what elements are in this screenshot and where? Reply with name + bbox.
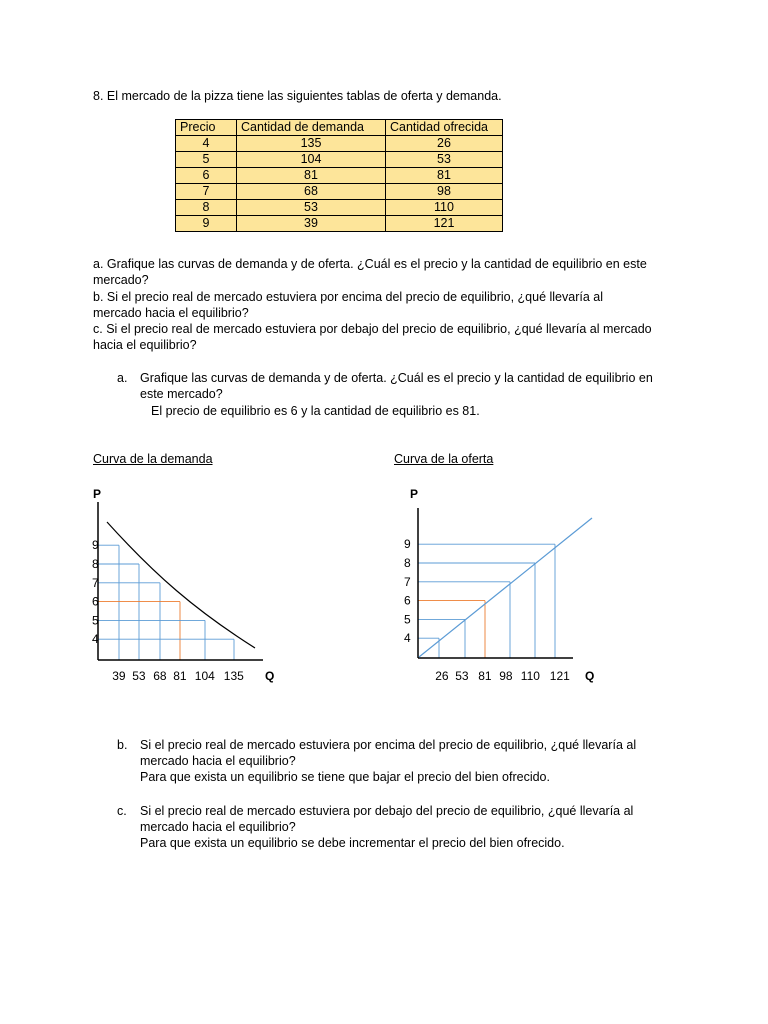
question-a-line-1: a. Grafique las curvas de demanda y de oferta. ¿Cuál es el precio y la cantidad de equilibrio en este [93,257,647,271]
answer-c-marker: c. [117,804,127,818]
question-c-line-1: c. Si el precio real de mercado estuviera por debajo del precio de equilibrio, ¿qué llevaría al mercado [93,322,652,336]
table-header-row [176,120,503,136]
question-b-line-2: mercado hacia el equilibrio? [93,306,249,320]
column-header: Cantidad de demanda [237,120,386,136]
answer-a-response: El precio de equilibrio es 6 y la cantidad de equilibrio es 81. [151,404,480,418]
table-cell: 7 [176,184,237,200]
table-row [176,184,503,200]
demand-x-tick: 68 [153,669,167,683]
supply-y-tick: 7 [404,574,411,589]
question-c-line-2: hacia el equilibrio? [93,338,197,352]
supply-axes [418,508,573,658]
demand-x-axis-label: Q [265,669,275,683]
supply-demand-table [175,119,503,232]
demand-chart [85,480,285,690]
demand-x-tick: 81 [173,669,187,683]
demand-y-tick: 7 [92,575,99,590]
supply-x-tick: 110 [520,669,540,683]
demand-x-tick: 53 [132,669,146,683]
supply-y-tick: 9 [404,537,411,552]
demand-curve [107,522,255,648]
answer-a-marker: a. [117,371,128,385]
table-row [176,136,503,152]
table-cell: 4 [176,136,237,152]
table-row [176,152,503,168]
supply-y-axis-label: P [410,487,419,501]
supply-y-ticks [404,537,411,645]
answer-c-line-2: mercado hacia el equilibrio? [140,820,296,834]
answer-b-response: Para que exista un equilibrio se tiene que bajar el precio del bien ofrecido. [140,770,550,784]
question-b-line-1: b. Si el precio real de mercado estuviera por encima del precio de equilibrio, ¿qué llevaría al [93,290,603,304]
table-cell: 98 [386,184,503,200]
answer-c-response: Para que exista un equilibrio se debe incrementar el precio del bien ofrecido. [140,836,565,850]
supply-y-tick: 5 [404,612,411,627]
supply-x-ticks [435,669,570,683]
table-cell: 104 [237,152,386,168]
table-cell: 6 [176,168,237,184]
supply-x-axis-label: Q [585,669,595,683]
supply-curve [419,518,592,657]
supply-y-tick: 8 [404,556,411,570]
table-cell: 8 [176,200,237,216]
answer-b-marker: b. [117,738,128,752]
demand-y-tick: 9 [92,538,99,553]
table-cell: 81 [237,168,386,184]
table-cell: 81 [386,168,503,184]
supply-x-tick: 26 [435,669,449,683]
column-header: Precio [176,120,237,136]
demand-y-axis-label: P [93,487,102,501]
table-cell: 39 [237,216,386,232]
supply-chart-title: Curva de la oferta [394,452,494,466]
supply-x-tick: 121 [549,669,570,683]
demand-y-tick: 4 [92,632,99,647]
table-cell: 121 [386,216,503,232]
supply-y-tick: 6 [404,593,411,608]
question-a-line-2: mercado? [93,273,149,287]
question-intro: 8. El mercado de la pizza tiene las siguientes tablas de oferta y demanda. [93,89,502,103]
table-cell: 110 [386,200,503,216]
demand-y-tick: 5 [92,613,99,628]
column-header: Cantidad ofrecida [386,120,503,136]
table-row [176,216,503,232]
supply-x-tick: 98 [499,669,513,683]
answer-c-line-1: Si el precio real de mercado estuviera por debajo del precio de equilibrio, ¿qué llevaría al [140,804,634,818]
demand-y-tick: 6 [92,594,99,609]
supply-chart [395,480,605,690]
table-cell: 135 [237,136,386,152]
table-row [176,200,503,216]
table-cell: 5 [176,152,237,168]
table-cell: 9 [176,216,237,232]
table-cell: 26 [386,136,503,152]
supply-x-tick: 53 [455,669,469,683]
demand-guide-lines [98,545,234,660]
answer-b-line-1: Si el precio real de mercado estuviera por encima del precio de equilibrio, ¿qué llevaría al [140,738,637,752]
demand-x-tick: 39 [112,669,126,683]
demand-chart-title: Curva de la demanda [93,452,213,466]
table-cell: 53 [237,200,386,216]
supply-x-tick: 81 [478,669,492,683]
demand-x-tick: 135 [223,669,244,683]
supply-y-tick: 4 [404,631,411,646]
table-cell: 68 [237,184,386,200]
demand-y-tick: 8 [92,557,99,571]
answer-b-line-2: mercado hacia el equilibrio? [140,754,296,768]
answer-a-line-1: Grafique las curvas de demanda y de oferta. ¿Cuál es el precio y la cantidad de equilibrio en [140,371,653,385]
table-row [176,168,503,184]
demand-x-ticks [112,669,244,683]
demand-x-tick: 104 [194,669,215,683]
demand-axes [98,502,263,660]
answer-a-line-2: este mercado? [140,387,223,401]
table-cell: 53 [386,152,503,168]
